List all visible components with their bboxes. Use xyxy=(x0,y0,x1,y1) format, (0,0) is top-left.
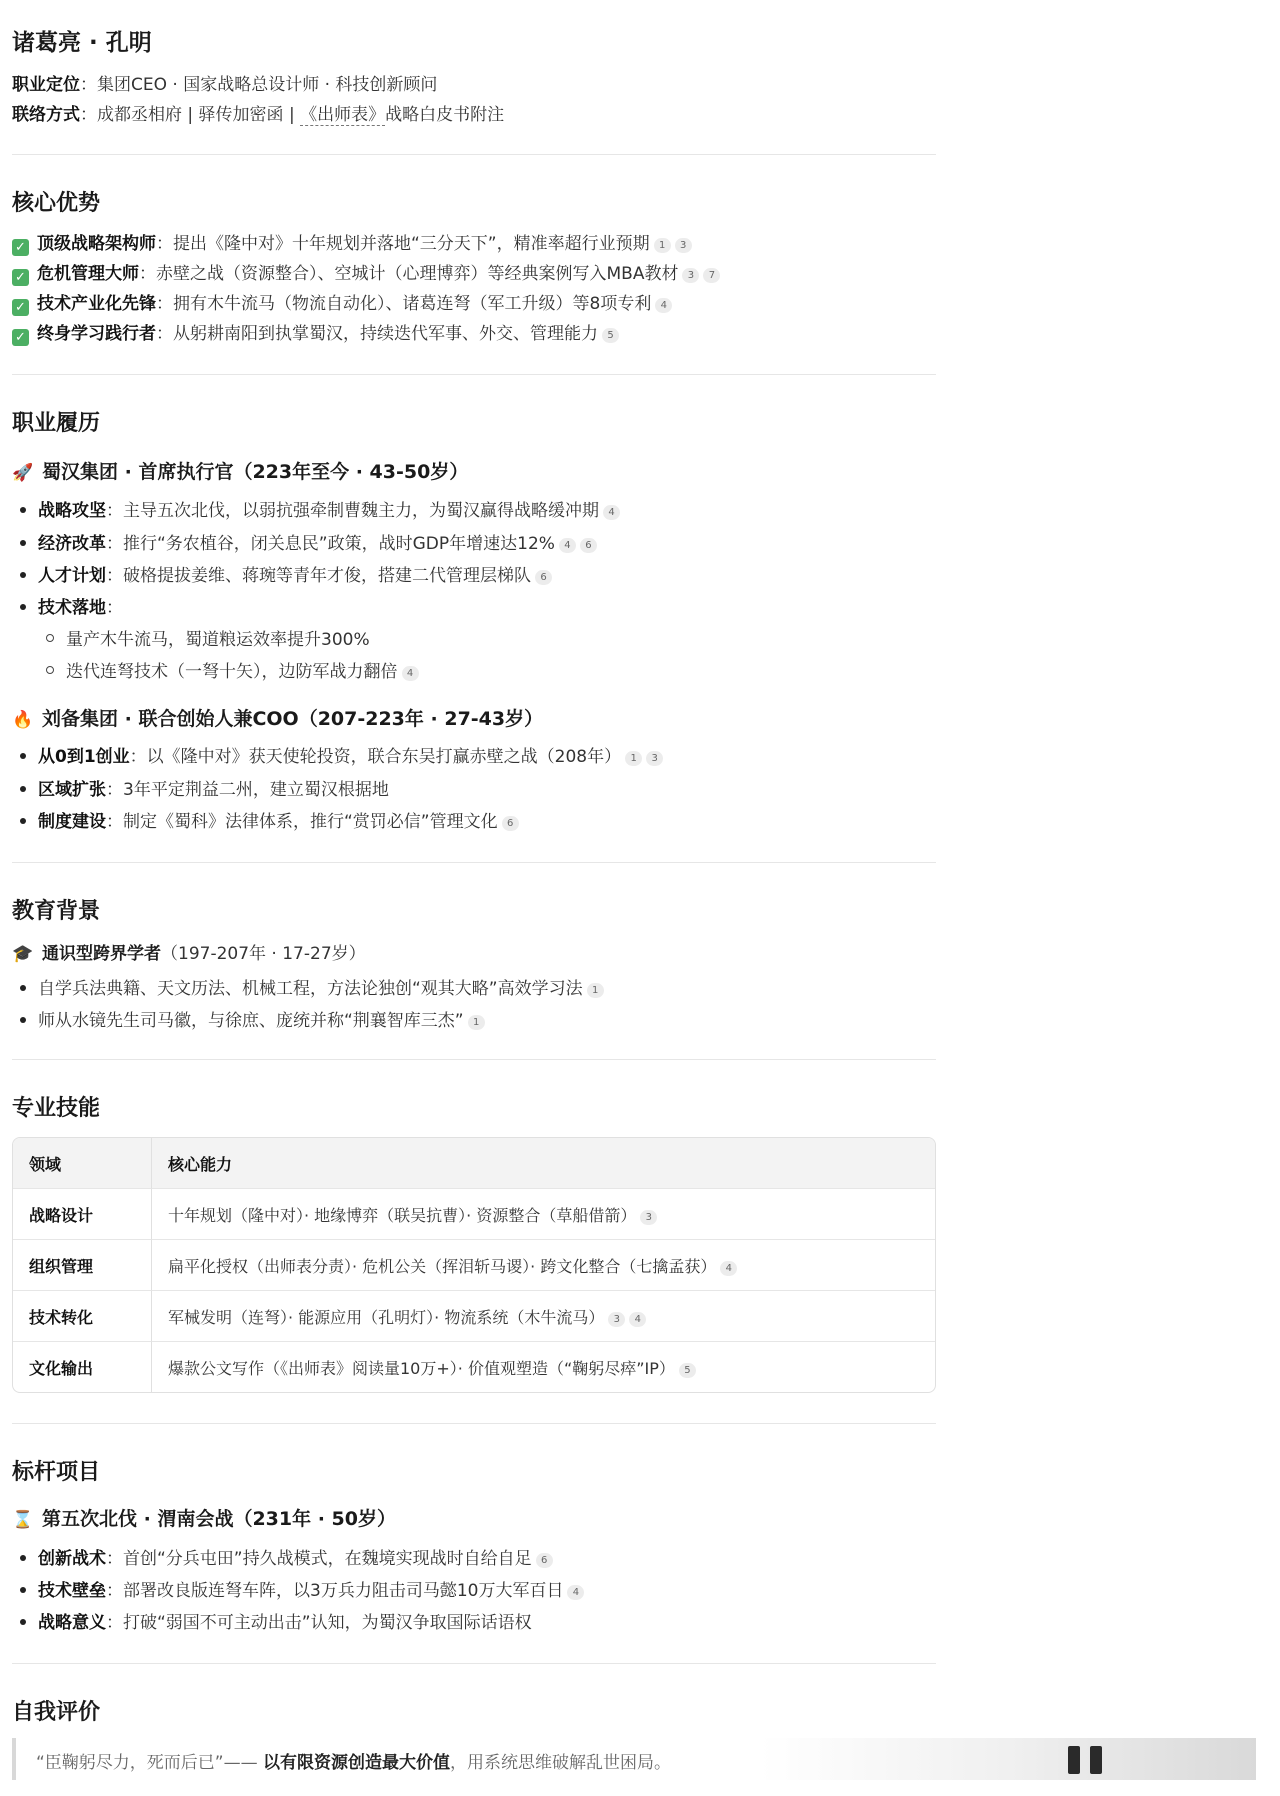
item-text: 自学兵法典籍、天文历法、机械工程，方法论独创“观其大略”高效学习法 xyxy=(38,979,583,999)
strength-text: 提出《隆中对》十年规划并落地“三分天下”，精准率超行业预期 xyxy=(173,234,650,254)
contact-line: 联络方式：成都丞相府 | 驿传加密函 | 《出师表》战略白皮书附注 xyxy=(12,105,505,125)
rocket-icon: 🚀 xyxy=(12,463,34,483)
skill-ability xyxy=(152,1291,935,1342)
table-row xyxy=(13,1342,935,1392)
ability-text: 爆款公文写作（《出师表》阅读量10万+）· 价值观塑造（“鞠躬尽瘁”IP） xyxy=(168,1358,675,1378)
list-item xyxy=(20,974,604,999)
citation-badge[interactable]: 7 xyxy=(703,268,720,283)
citation-badge[interactable]: 6 xyxy=(535,570,552,585)
contact-value: 成都丞相府 | 驿传加密函 | xyxy=(97,105,301,125)
divider xyxy=(12,1663,936,1664)
divider xyxy=(12,862,936,863)
item-label: 战略意义 xyxy=(38,1613,106,1633)
item-label: 战略攻坚 xyxy=(38,501,106,521)
bullet-icon xyxy=(20,818,26,824)
citation-badge[interactable]: 3 xyxy=(640,1210,657,1225)
job-heading-liubei xyxy=(12,704,543,731)
item-label: 创新战术 xyxy=(38,1549,106,1569)
skill-ability xyxy=(152,1240,935,1291)
job-title: 刘备集团 · 联合创始人兼COO（207-223年 · 27-43岁） xyxy=(42,708,544,730)
list-item: 技术落地： xyxy=(20,593,123,618)
citation-badge[interactable]: 3 xyxy=(682,268,699,283)
section-title-education: 教育背景 xyxy=(12,899,101,924)
item-text: 以《隆中对》获天使轮投资，联合东吴打赢赤壁之战（208年） xyxy=(146,747,622,767)
strength-text: 赤壁之战（资源整合）、空城计（心理博弈）等经典案例写入MBA教材 xyxy=(156,264,679,284)
sub-bullet-icon xyxy=(46,634,54,642)
divider xyxy=(12,1423,936,1424)
citation-badge[interactable]: 4 xyxy=(603,505,620,520)
item-label: 从0到1创业 xyxy=(38,747,130,767)
project-heading xyxy=(12,1504,396,1531)
citation-badge[interactable]: 4 xyxy=(402,666,419,681)
item-text: 部署改良版连弩车阵，以3万兵力阻击司马懿10万大军百日 xyxy=(123,1581,564,1601)
divider xyxy=(12,374,936,375)
bullet-icon xyxy=(20,572,26,578)
bullet-icon xyxy=(20,604,26,610)
citation-badge[interactable]: 6 xyxy=(536,1553,553,1568)
item-label: 制度建设 xyxy=(38,812,106,832)
skill-ability xyxy=(152,1342,935,1392)
item-label: 技术壁垒 xyxy=(38,1581,106,1601)
citation-badge[interactable]: 4 xyxy=(629,1312,646,1327)
job-heading-shuhan xyxy=(12,457,468,484)
table-row xyxy=(13,1240,935,1291)
item-text: 主导五次北伐，以弱抗强牵制曹魏主力，为蜀汉赢得战略缓冲期 xyxy=(123,501,599,521)
item-text: 师从水镜先生司马徽，与徐庶、庞统并称“荆襄智库三杰” xyxy=(38,1011,464,1031)
item-label: 技术落地 xyxy=(38,598,106,618)
list-item: 战略攻坚：主导五次北伐，以弱抗强牵制曹魏主力，为蜀汉赢得战略缓冲期 4 xyxy=(20,496,620,521)
check-icon: ✓ xyxy=(12,299,29,316)
item-label: 区域扩张 xyxy=(38,780,106,800)
list-item: 经济改革：推行“务农植谷，闭关息民”政策，战时GDP年增速达12% 4 6 xyxy=(20,529,597,554)
list-item: 从0到1创业：以《隆中对》获天使轮投资，联合东吴打赢赤壁之战（208年） 1 3 xyxy=(20,742,663,767)
citation-badge[interactable]: 4 xyxy=(567,1585,584,1600)
column-header-domain: 领域 xyxy=(13,1138,152,1189)
table-row xyxy=(13,1189,935,1240)
divider xyxy=(12,1059,936,1060)
position-line: 职业定位：集团CEO · 国家战略总设计师 · 科技创新顾问 xyxy=(12,75,438,95)
citation-badge[interactable]: 6 xyxy=(502,816,519,831)
quote-mark-icon xyxy=(1068,1746,1080,1774)
list-item: 战略意义：打破“弱国不可主动出击”认知，为蜀汉争取国际话语权 xyxy=(20,1608,532,1633)
quote-part-b: ，用系统思维破解乱世困局。 xyxy=(450,1753,672,1773)
bullet-icon xyxy=(20,1017,26,1023)
list-item: 创新战术：首创“分兵屯田”持久战模式，在魏境实现战时自给自足 6 xyxy=(20,1544,553,1569)
column-header-ability: 核心能力 xyxy=(152,1138,935,1189)
bullet-icon xyxy=(20,786,26,792)
ability-text: 十年规划（隆中对）· 地缘博弈（联吴抗曹）· 资源整合（草船借箭） xyxy=(168,1205,637,1225)
strength-label: 顶级战略架构师 xyxy=(37,234,156,254)
list-item: ✓ 危机管理大师：赤壁之战（资源整合）、空城计（心理博弈）等经典案例写入MBA教材 3 7 xyxy=(12,259,720,286)
ability-text: 军械发明（连弩）· 能源应用（孔明灯）· 物流系统（木牛流马） xyxy=(168,1307,605,1327)
bullet-icon xyxy=(20,540,26,546)
education-heading xyxy=(12,939,366,964)
check-icon: ✓ xyxy=(12,329,29,346)
citation-badge[interactable]: 1 xyxy=(468,1015,485,1030)
bullet-icon xyxy=(20,753,26,759)
citation-badge[interactable]: 3 xyxy=(675,238,692,253)
citation-badge[interactable]: 1 xyxy=(625,751,642,766)
strength-text: 拥有木牛流马（物流自动化）、诸葛连弩（军工升级）等8项专利 xyxy=(173,294,652,314)
hourglass-icon: ⌛ xyxy=(12,1510,34,1530)
item-text: 推行“务农植谷，闭关息民”政策，战时GDP年增速达12% xyxy=(123,534,555,554)
chushibiao-link[interactable]: 《出师表》 xyxy=(300,105,386,125)
skill-domain: 组织管理 xyxy=(13,1240,152,1291)
list-item xyxy=(46,625,370,650)
subitem-text: 量产木牛流马，蜀道粮运效率提升300% xyxy=(66,630,370,650)
list-item xyxy=(46,657,419,682)
project-title: 第五次北伐 · 渭南会战（231年 · 50岁） xyxy=(42,1508,396,1530)
item-text: 破格提拔姜维、蒋琬等青年才俊，搭建二代管理层梯队 xyxy=(123,566,531,586)
citation-badge[interactable]: 1 xyxy=(654,238,671,253)
citation-badge[interactable]: 4 xyxy=(559,538,576,553)
education-period: （197-207年 · 17-27岁） xyxy=(161,944,366,964)
section-title-self-eval: 自我评价 xyxy=(12,1700,101,1725)
bullet-icon xyxy=(20,1619,26,1625)
strength-label: 危机管理大师 xyxy=(37,264,139,284)
item-text: 首创“分兵屯田”持久战模式，在魏境实现战时自给自足 xyxy=(123,1549,532,1569)
person-name: 诸葛亮 · 孔明 xyxy=(12,30,152,56)
skill-domain: 技术转化 xyxy=(13,1291,152,1342)
list-item: ✓ 技术产业化先锋：拥有木牛流马（物流自动化）、诸葛连弩（军工升级）等8项专利 4 xyxy=(12,289,672,316)
ability-text: 扁平化授权（出师表分责）· 危机公关（挥泪斩马谡）· 跨文化整合（七擒孟获） xyxy=(168,1256,717,1276)
item-text: 打破“弱国不可主动出击”认知，为蜀汉争取国际话语权 xyxy=(123,1613,532,1633)
check-icon: ✓ xyxy=(12,239,29,256)
skill-domain: 文化输出 xyxy=(13,1342,152,1392)
item-label: 经济改革 xyxy=(38,534,106,554)
citation-badge[interactable]: 1 xyxy=(587,983,604,998)
section-title-projects: 标杆项目 xyxy=(12,1460,101,1485)
quote-part-a: “臣鞠躬尽力，死而后已”—— xyxy=(36,1753,264,1773)
citation-badge[interactable]: 4 xyxy=(655,298,672,313)
item-text: 制定《蜀科》法律体系，推行“赏罚必信”管理文化 xyxy=(123,812,498,832)
bullet-icon xyxy=(20,985,26,991)
education-title: 通识型跨界学者 xyxy=(42,944,161,964)
skill-ability xyxy=(152,1189,935,1240)
bullet-icon xyxy=(20,507,26,513)
list-item xyxy=(20,1006,485,1031)
list-item: 人才计划：破格提拔姜维、蒋琬等青年才俊，搭建二代管理层梯队 6 xyxy=(20,561,552,586)
list-item: 区域扩张：3年平定荆益二州，建立蜀汉根据地 xyxy=(20,775,389,800)
divider xyxy=(12,154,936,155)
citation-badge[interactable]: 5 xyxy=(602,328,619,343)
bullet-icon xyxy=(20,1555,26,1561)
section-title-career: 职业履历 xyxy=(12,411,101,436)
check-icon: ✓ xyxy=(12,269,29,286)
citation-badge[interactable]: 3 xyxy=(646,751,663,766)
sub-bullet-icon xyxy=(46,666,54,674)
quote-text xyxy=(36,1748,671,1773)
skill-domain: 战略设计 xyxy=(13,1189,152,1240)
contact-label: 联络方式 xyxy=(12,105,80,125)
citation-badge[interactable]: 4 xyxy=(720,1261,737,1276)
bullet-icon xyxy=(20,1587,26,1593)
quote-mark-icon xyxy=(1090,1746,1102,1774)
citation-badge[interactable]: 6 xyxy=(580,538,597,553)
citation-badge[interactable]: 3 xyxy=(608,1312,625,1327)
strength-label: 技术产业化先锋 xyxy=(37,294,156,314)
skills-table-body xyxy=(13,1189,935,1392)
item-text: 3年平定荆益二州，建立蜀汉根据地 xyxy=(123,780,389,800)
position-value: 集团CEO · 国家战略总设计师 · 科技创新顾问 xyxy=(97,75,438,95)
list-item: 技术壁垒：部署改良版连弩车阵，以3万兵力阻击司马懿10万大军百日 4 xyxy=(20,1576,584,1601)
citation-badge[interactable]: 5 xyxy=(679,1363,696,1378)
contact-suffix: 战略白皮书附注 xyxy=(385,105,505,125)
strength-text: 从躬耕南阳到执掌蜀汉，持续迭代军事、外交、管理能力 xyxy=(173,324,598,344)
job-title: 蜀汉集团 · 首席执行官（223年至今 · 43-50岁） xyxy=(42,461,469,483)
list-item: 制度建设：制定《蜀科》法律体系，推行“赏罚必信”管理文化 6 xyxy=(20,807,519,832)
section-title-skills: 专业技能 xyxy=(12,1096,101,1121)
graduation-cap-icon: 🎓 xyxy=(12,944,34,964)
table-header-row xyxy=(13,1138,935,1189)
section-title-strengths: 核心优势 xyxy=(12,191,101,216)
quote-bold: 以有限资源创造最大价值 xyxy=(263,1753,451,1773)
self-eval-quote xyxy=(12,1738,1256,1780)
list-item: ✓ 顶级战略架构师：提出《隆中对》十年规划并落地“三分天下”，精准率超行业预期 1 3 xyxy=(12,229,692,256)
strength-label: 终身学习践行者 xyxy=(37,324,156,344)
list-item: ✓ 终身学习践行者：从躬耕南阳到执掌蜀汉，持续迭代军事、外交、管理能力 5 xyxy=(12,319,619,346)
item-label: 人才计划 xyxy=(38,566,106,586)
subitem-text: 迭代连弩技术（一弩十矢），边防军战力翻倍 xyxy=(66,662,398,682)
fire-icon: 🔥 xyxy=(12,710,34,730)
position-label: 职业定位 xyxy=(12,75,80,95)
table-row xyxy=(13,1291,935,1342)
skills-table xyxy=(12,1137,936,1393)
